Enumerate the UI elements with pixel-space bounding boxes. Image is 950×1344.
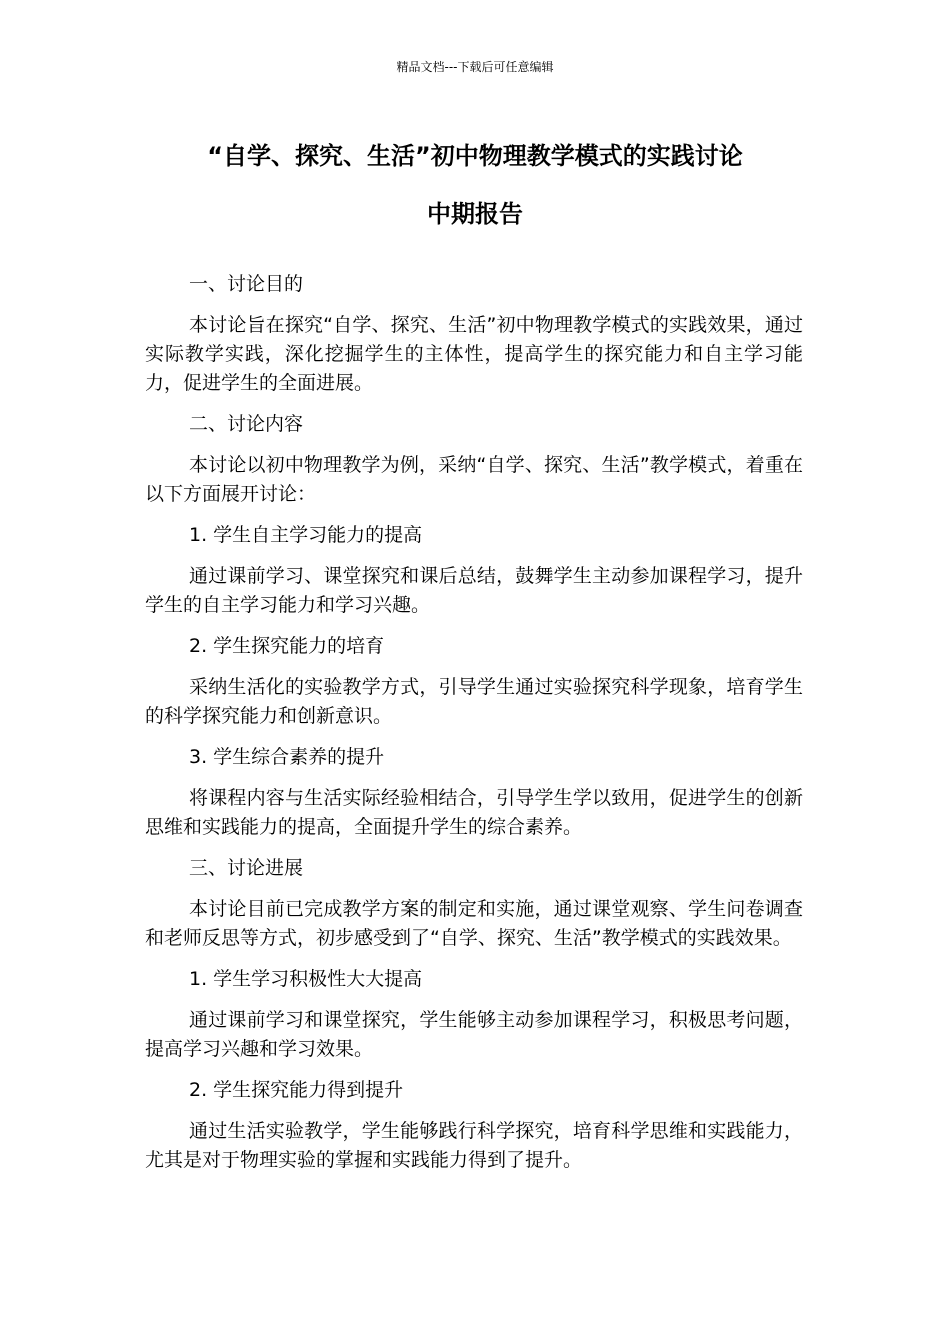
document-title-line1: “自学、探究、生活”初中物理教学模式的实践讨论 <box>207 142 743 170</box>
section-heading-purpose: 一、讨论目的 <box>189 273 304 295</box>
subsection-heading: 1. 学生自主学习能力的提高 <box>189 524 423 546</box>
section-para-content: 本讨论以初中物理教学为例，采纳“自学、探究、生活”教学模式，着重在以下方面展开讨论： <box>145 454 803 505</box>
section-para-progress: 本讨论目前已完成教学方案的制定和实施，通过课堂观察、学生问卷调查和老师反思等方式，初步感受到了“自学、探究、生活”教学模式的实践效果。 <box>145 898 803 949</box>
section-para-purpose: 本讨论旨在探究“自学、探究、生活”初中物理教学模式的实践效果，通过实际教学实践，深化挖掘学生的主体性，提高学生的探究能力和自主学习能力，促进学生的全面进展。 <box>145 314 803 394</box>
subsection-para: 采纳生活化的实验教学方式，引导学生通过实验探究科学现象，培育学生的科学探究能力和创新意识。 <box>145 676 803 727</box>
document-title-line2: 中期报告 <box>427 200 523 228</box>
subsection-para: 通过生活实验教学，学生能够践行科学探究，培育科学思维和实践能力，尤其是对于物理实验的掌握和实践能力得到了提升。 <box>145 1120 803 1171</box>
subsection-heading: 2. 学生探究能力得到提升 <box>189 1079 404 1101</box>
subsection-heading: 3. 学生综合素养的提升 <box>189 746 385 768</box>
section-heading-content: 二、讨论内容 <box>189 413 304 435</box>
subsection-para: 将课程内容与生活实际经验相结合，引导学生学以致用，促进学生的创新思维和实践能力的提高，全面提升学生的综合素养。 <box>145 787 803 838</box>
document-body <box>145 270 803 1187</box>
subsection-para: 通过课前学习和课堂探究，学生能够主动参加课程学习，积极思考问题，提高学习兴趣和学习效果。 <box>145 1009 803 1060</box>
subsection-heading: 1. 学生学习积极性大大提高 <box>189 968 423 990</box>
section-heading-progress: 三、讨论进展 <box>189 857 304 879</box>
subsection-heading: 2. 学生探究能力的培育 <box>189 635 385 657</box>
header-note: 精品文档---下载后可任意编辑 <box>396 60 554 74</box>
subsection-para: 通过课前学习、课堂探究和课后总结，鼓舞学生主动参加课程学习，提升学生的自主学习能力和学习兴趣。 <box>145 565 803 616</box>
